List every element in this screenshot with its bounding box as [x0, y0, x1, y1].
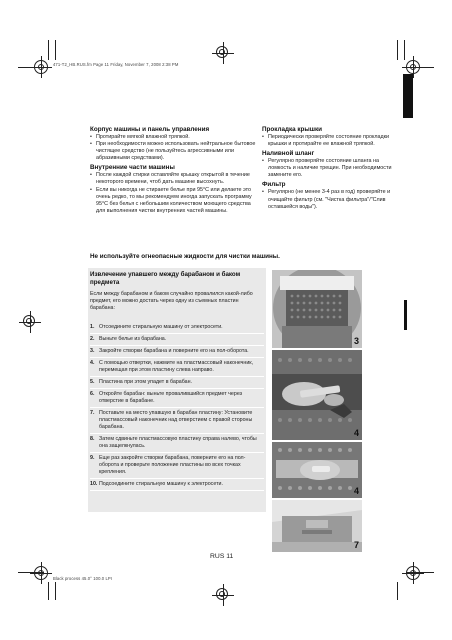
step-number: 3.: [90, 348, 95, 354]
list-item: • Протирайте мягкой влажной тряпкой.: [90, 134, 258, 141]
screwdriver-press-image: [272, 350, 362, 440]
registration-mark-icon: [34, 60, 48, 74]
plate-slide-photo: [272, 442, 362, 498]
plate-refit-image: [272, 500, 362, 552]
section-heading: Наливной шланг: [262, 150, 315, 158]
step-text: Выньте белье из барабана.: [99, 336, 167, 342]
list-item: • После каждой стирки оставляйте крышку открытой в течение некоторого времени, чтоб дать машине высохнуть.: [90, 172, 258, 186]
step-item: [90, 346, 264, 358]
step-number: 9.: [90, 455, 95, 461]
step-item: [90, 479, 264, 491]
print-slug-top: 471-T2_HB.RUS.fm Page 11 Friday, November 7, 2008 2:38 PM: [53, 62, 179, 67]
step-item: [90, 389, 264, 408]
plate-refit-photo: [272, 500, 362, 552]
photo-number: 3: [353, 336, 359, 346]
step-number: 4.: [90, 360, 95, 366]
step-number: 7.: [90, 410, 95, 416]
plate-slide-image: [272, 442, 362, 498]
bullet-list: [90, 172, 258, 215]
step-number: 10.: [90, 481, 98, 487]
bullet-list: [262, 134, 400, 148]
section-heading: Прокладка крышки: [262, 126, 322, 133]
section-heading: Внутренние части машины: [90, 164, 175, 172]
step-text: Затем сдвиньте пластмассовую пластину справа налево, чтобы она защелкнулась.: [99, 436, 257, 449]
step-number: 8.: [90, 436, 95, 442]
step-text: Откройте барабан: выньте провалившийся предмет через отверстие в барабане.: [99, 391, 243, 404]
step-number: 1.: [90, 324, 95, 330]
panel-intro: Если между барабаном и баком случайно провалился какой-либо предмет, его можно достать через одну из съемных пластин барабана:: [90, 291, 253, 311]
bullet-list: [262, 189, 400, 210]
margin-tab: [404, 300, 407, 330]
registration-mark-icon: [34, 566, 48, 580]
bullet-list: [90, 134, 258, 162]
list-item: • Если вы никогда не стираете белье при 95°С или делаете это очень редко, то мы рекомендуем иногда запускать программу 95°С без белья с небольшим количеством моющего средства для выполнения чистки внутренних частей машины.: [90, 187, 258, 215]
step-item: [90, 322, 264, 334]
step-number: 5.: [90, 379, 95, 385]
panel-title: Извлечение упавшего между барабаном и баком предмета: [90, 271, 241, 286]
step-text: Еще раз закройте створки барабана, поверните его на пол-оборота и проверьте положение пластины во всех точках крепления.: [99, 455, 246, 475]
safety-warning: Не используйте огнеопасные жидкости для чистки машины.: [90, 253, 280, 260]
step-number: 2.: [90, 336, 95, 342]
step-item: [90, 358, 264, 377]
bullet-list: [262, 158, 400, 179]
list-item: • При необходимости можно использовать нейтральное бытовое чистящее средство (не пользуйтесь агрессивными или абразивными средствами).: [90, 141, 258, 162]
margin-tab: [403, 74, 413, 118]
step-item: [90, 334, 264, 346]
page-number: RUS 11: [210, 553, 234, 560]
step-text: Закройте створки барабана и поверните его на пол-оборота.: [99, 348, 249, 354]
step-item: [90, 377, 264, 389]
step-text: Поставьте на место упавшую в барабан пластину: Установите пластмассовый наконечник над отверстием с правой стороны барабана.: [99, 410, 253, 430]
list-item: • Регулярно (не менее 3-4 раз в год) проверяйте и очищайте фильтр (см. "Чистка фильтра"/"Слив оставшейся воды").: [262, 189, 400, 210]
drum-open-photo: [272, 270, 362, 348]
print-slug-bottom: Black process 45.0° 100.0 LPI: [53, 576, 113, 581]
step-list: [90, 322, 264, 491]
section-heading: Фильтр: [262, 181, 286, 189]
registration-mark-icon: [406, 60, 420, 74]
photo-number: 4: [353, 428, 359, 438]
step-number: 6.: [90, 391, 95, 397]
left-column: [90, 126, 258, 215]
right-column: [262, 126, 400, 211]
list-item: • Регулярно проверяйте состояние шланга на ломкость и наличие трещин. При необходимости замените его.: [262, 158, 400, 179]
list-item: • Периодически проверяйте состояние прокладки крышки и протирайте ее влажной тряпкой.: [262, 134, 400, 148]
registration-mark-icon: [216, 588, 228, 600]
step-item: [90, 434, 264, 453]
drum-open-image: [272, 270, 362, 348]
photo-number: 4: [353, 486, 359, 496]
instruction-panel: [88, 268, 266, 512]
registration-mark-icon: [23, 315, 35, 327]
step-item: [90, 453, 264, 479]
step-text: С помощью отвертки, нажмите на пластмассовый наконечник, перемещая при этом пластину слева направо.: [99, 360, 254, 373]
step-item: [90, 408, 264, 434]
registration-mark-icon: [406, 566, 420, 580]
step-text: Пластина при этом упадет в барабан.: [99, 379, 192, 385]
step-text: Подсоедините стиральную машину к электросети.: [99, 481, 223, 487]
photo-number: 7: [353, 540, 359, 550]
registration-mark-icon: [216, 46, 228, 58]
screwdriver-press-photo: [272, 350, 362, 440]
section-heading: Корпус машины и панель управления: [90, 126, 210, 133]
step-text: Отсоедините стиральную машину от электросети.: [99, 324, 223, 330]
